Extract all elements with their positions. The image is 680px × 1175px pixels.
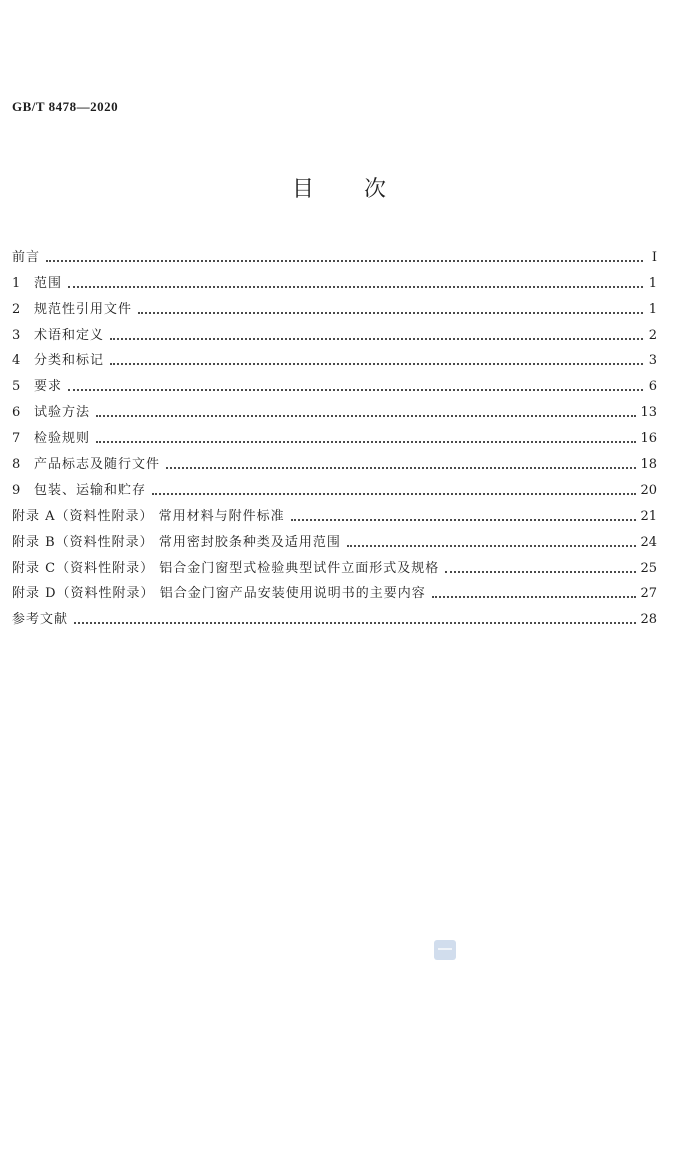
toc-entry-number: 4 xyxy=(12,353,21,369)
toc-entry[interactable] xyxy=(12,316,657,342)
toc-entry-number: 1 xyxy=(12,275,21,291)
toc-entry[interactable] xyxy=(12,367,657,393)
toc-entry[interactable] xyxy=(12,471,657,497)
toc-entry-page-number: 2 xyxy=(648,327,657,343)
toc-entry-label: 附录 C（资料性附录） 铝合金门窗型式检验典型试件立面形式及规格 xyxy=(12,560,440,576)
toc-entry-number: 3 xyxy=(12,327,21,343)
toc-dot-leader xyxy=(432,596,637,598)
toc-entry-page-number: Ⅰ xyxy=(651,249,657,265)
toc-entry[interactable] xyxy=(12,445,657,471)
toc-entry-number: 8 xyxy=(12,457,21,473)
toc-entry-label: 要求 xyxy=(34,379,63,395)
toc-entry-page-number: 25 xyxy=(640,560,657,576)
toc-entry-label: 分类和标记 xyxy=(34,353,105,369)
toc-dot-leader xyxy=(96,441,636,443)
toc-dot-leader xyxy=(46,260,643,262)
toc-dot-leader xyxy=(96,415,636,417)
toc-dot-leader xyxy=(152,493,636,495)
toc-entry-label: 附录 B（资料性附录） 常用密封胶条种类及适用范围 xyxy=(12,534,341,550)
toc-entry-label: 前言 xyxy=(12,249,41,265)
toc-entry-page-number: 13 xyxy=(640,405,657,421)
toc-entry-page-number: 24 xyxy=(640,534,657,550)
toc-entry-number: 2 xyxy=(12,301,21,317)
toc-entry-page-number: 16 xyxy=(640,431,657,447)
toc-entry-page-number: 20 xyxy=(640,482,657,498)
toc-entry[interactable] xyxy=(12,264,657,290)
table-of-contents xyxy=(12,238,657,626)
toc-entry-page-number: 6 xyxy=(648,379,657,395)
toc-dot-leader xyxy=(68,286,643,288)
toc-entry[interactable] xyxy=(12,497,657,523)
toc-entry[interactable] xyxy=(12,419,657,445)
toc-entry-label: 产品标志及随行文件 xyxy=(34,457,161,473)
toc-entry-label: 参考文献 xyxy=(12,612,69,628)
toc-entry-label: 检验规则 xyxy=(34,431,91,447)
toc-entry-page-number: 21 xyxy=(640,508,657,524)
page-title xyxy=(0,172,680,203)
toc-dot-leader xyxy=(445,571,636,573)
toc-entry-label: 范围 xyxy=(34,275,63,291)
toc-dot-leader xyxy=(291,519,637,521)
toc-entry-label: 包装、运输和贮存 xyxy=(34,482,147,498)
toc-entry-page-number: 1 xyxy=(648,301,657,317)
toc-entry-page-number: 3 xyxy=(648,353,657,369)
watermark-logo xyxy=(434,940,456,960)
toc-entry[interactable] xyxy=(12,549,657,575)
toc-entry-page-number: 27 xyxy=(640,586,657,602)
title-char-2: 次 xyxy=(364,177,389,202)
toc-entry-label: 试验方法 xyxy=(34,405,91,421)
toc-entry-number: 5 xyxy=(12,379,21,395)
toc-dot-leader xyxy=(347,545,637,547)
toc-dot-leader xyxy=(110,338,643,340)
toc-entry[interactable] xyxy=(12,238,657,264)
toc-dot-leader xyxy=(166,467,636,469)
toc-entry-label: 术语和定义 xyxy=(34,327,105,343)
standard-code: GB/T 8478—2020 xyxy=(12,99,119,114)
toc-entry[interactable] xyxy=(12,342,657,368)
toc-dot-leader xyxy=(74,622,636,624)
toc-entry-page-number: 1 xyxy=(648,275,657,291)
toc-entry[interactable] xyxy=(12,523,657,549)
toc-entry-label: 附录 D（资料性附录） 铝合金门窗产品安装使用说明书的主要内容 xyxy=(12,586,426,602)
toc-dot-leader xyxy=(68,389,643,391)
title-char-1: 目 xyxy=(291,177,316,202)
toc-entry-label: 附录 A（资料性附录） 常用材料与附件标准 xyxy=(12,508,285,524)
toc-entry-number: 6 xyxy=(12,405,21,421)
toc-entry-label: 规范性引用文件 xyxy=(34,301,133,317)
toc-entry-number: 9 xyxy=(12,482,21,498)
toc-entry-number: 7 xyxy=(12,431,21,447)
toc-entry[interactable] xyxy=(12,575,657,601)
toc-entry[interactable] xyxy=(12,600,657,626)
toc-entry-page-number: 18 xyxy=(640,457,657,473)
toc-entry-page-number: 28 xyxy=(640,612,657,628)
toc-entry[interactable] xyxy=(12,290,657,316)
toc-dot-leader xyxy=(138,312,643,314)
toc-dot-leader xyxy=(110,363,643,365)
toc-entry[interactable] xyxy=(12,393,657,419)
